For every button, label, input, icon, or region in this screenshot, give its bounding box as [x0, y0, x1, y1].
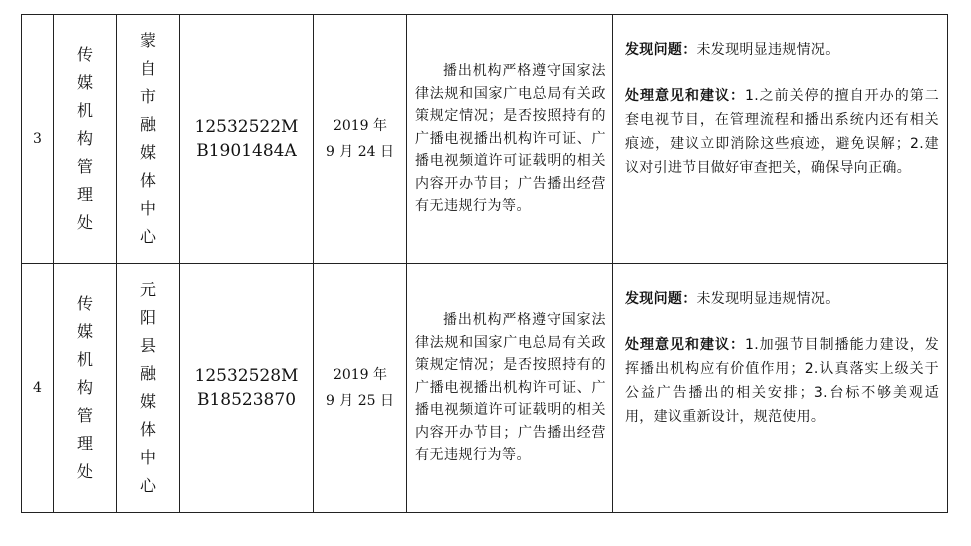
advice-label: 处理意见和建议： [625, 88, 746, 104]
credit-code-line2: B18523870 [196, 390, 297, 410]
table-row [22, 15, 948, 264]
credit-code-line1: 12532522M [194, 117, 299, 137]
inspection-scope-text: 播出机构严格遵守国家法律法规和国家广电总局有关政策规定情况；是否按照持有的广播电视播出机构许可证、广播电视频道许可证载明的相关内容开办节目；广告播出经营有无违规行为等。 [415, 62, 606, 215]
date-line2: 9 月 24 日 [325, 144, 395, 160]
row-number-cell [22, 15, 54, 264]
organization-cell [117, 264, 180, 513]
date-line2: 9 月 25 日 [325, 393, 395, 409]
findings-label: 发现问题： [625, 291, 697, 307]
row-number: 3 [33, 131, 42, 147]
advice-text: 1.加强节目制播能力建设，发挥播出机构应有价值作用；2.认真落实上级关于公益广告播出的相关安排；3.台标不够美观适用，建议重新设计，规范使用。 [625, 337, 939, 425]
credit-code-line2: B1901484A [196, 141, 297, 161]
credit-code-line1: 12532528M [194, 366, 299, 386]
inspection-scope-cell [407, 264, 613, 513]
inspection-scope-cell [407, 15, 613, 264]
table-row [22, 264, 948, 513]
findings-text: 未发现明显违规情况。 [696, 42, 840, 58]
organization-name: 蒙自市融媒体中心 [139, 31, 156, 246]
department-name: 传媒机构管理处 [76, 294, 93, 481]
row-number-cell [22, 264, 54, 513]
advice-paragraph [625, 84, 939, 180]
department-cell [54, 15, 117, 264]
findings-cell [613, 264, 948, 513]
findings-label: 发现问题： [625, 42, 697, 58]
advice-label: 处理意见和建议： [625, 337, 746, 353]
department-cell [54, 264, 117, 513]
date-cell [314, 264, 407, 513]
findings-cell [613, 15, 948, 264]
department-name: 传媒机构管理处 [76, 45, 93, 232]
inspection-scope-text: 播出机构严格遵守国家法律法规和国家广电总局有关政策规定情况；是否按照持有的广播电视播出机构许可证、广播电视频道许可证载明的相关内容开办节目；广告播出经营有无违规行为等。 [415, 311, 606, 464]
inspection-table [21, 14, 948, 513]
organization-name: 元阳县融媒体中心 [139, 280, 156, 495]
findings-paragraph [625, 38, 939, 62]
credit-code-cell [180, 15, 314, 264]
date-line1: 2019 年 [332, 367, 388, 383]
credit-code-cell [180, 264, 314, 513]
advice-paragraph [625, 333, 939, 429]
findings-text: 未发现明显违规情况。 [696, 291, 840, 307]
findings-paragraph [625, 287, 939, 311]
advice-text: 1.之前关停的擅自开办的第二套电视节目，在管理流程和播出系统内还有相关痕迹，建议立即消除这些痕迹，避免误解；2.建议对引进节目做好审查把关，确保导向正确。 [625, 88, 939, 176]
date-cell [314, 15, 407, 264]
organization-cell [117, 15, 180, 264]
date-line1: 2019 年 [332, 118, 388, 134]
row-number: 4 [33, 380, 42, 396]
